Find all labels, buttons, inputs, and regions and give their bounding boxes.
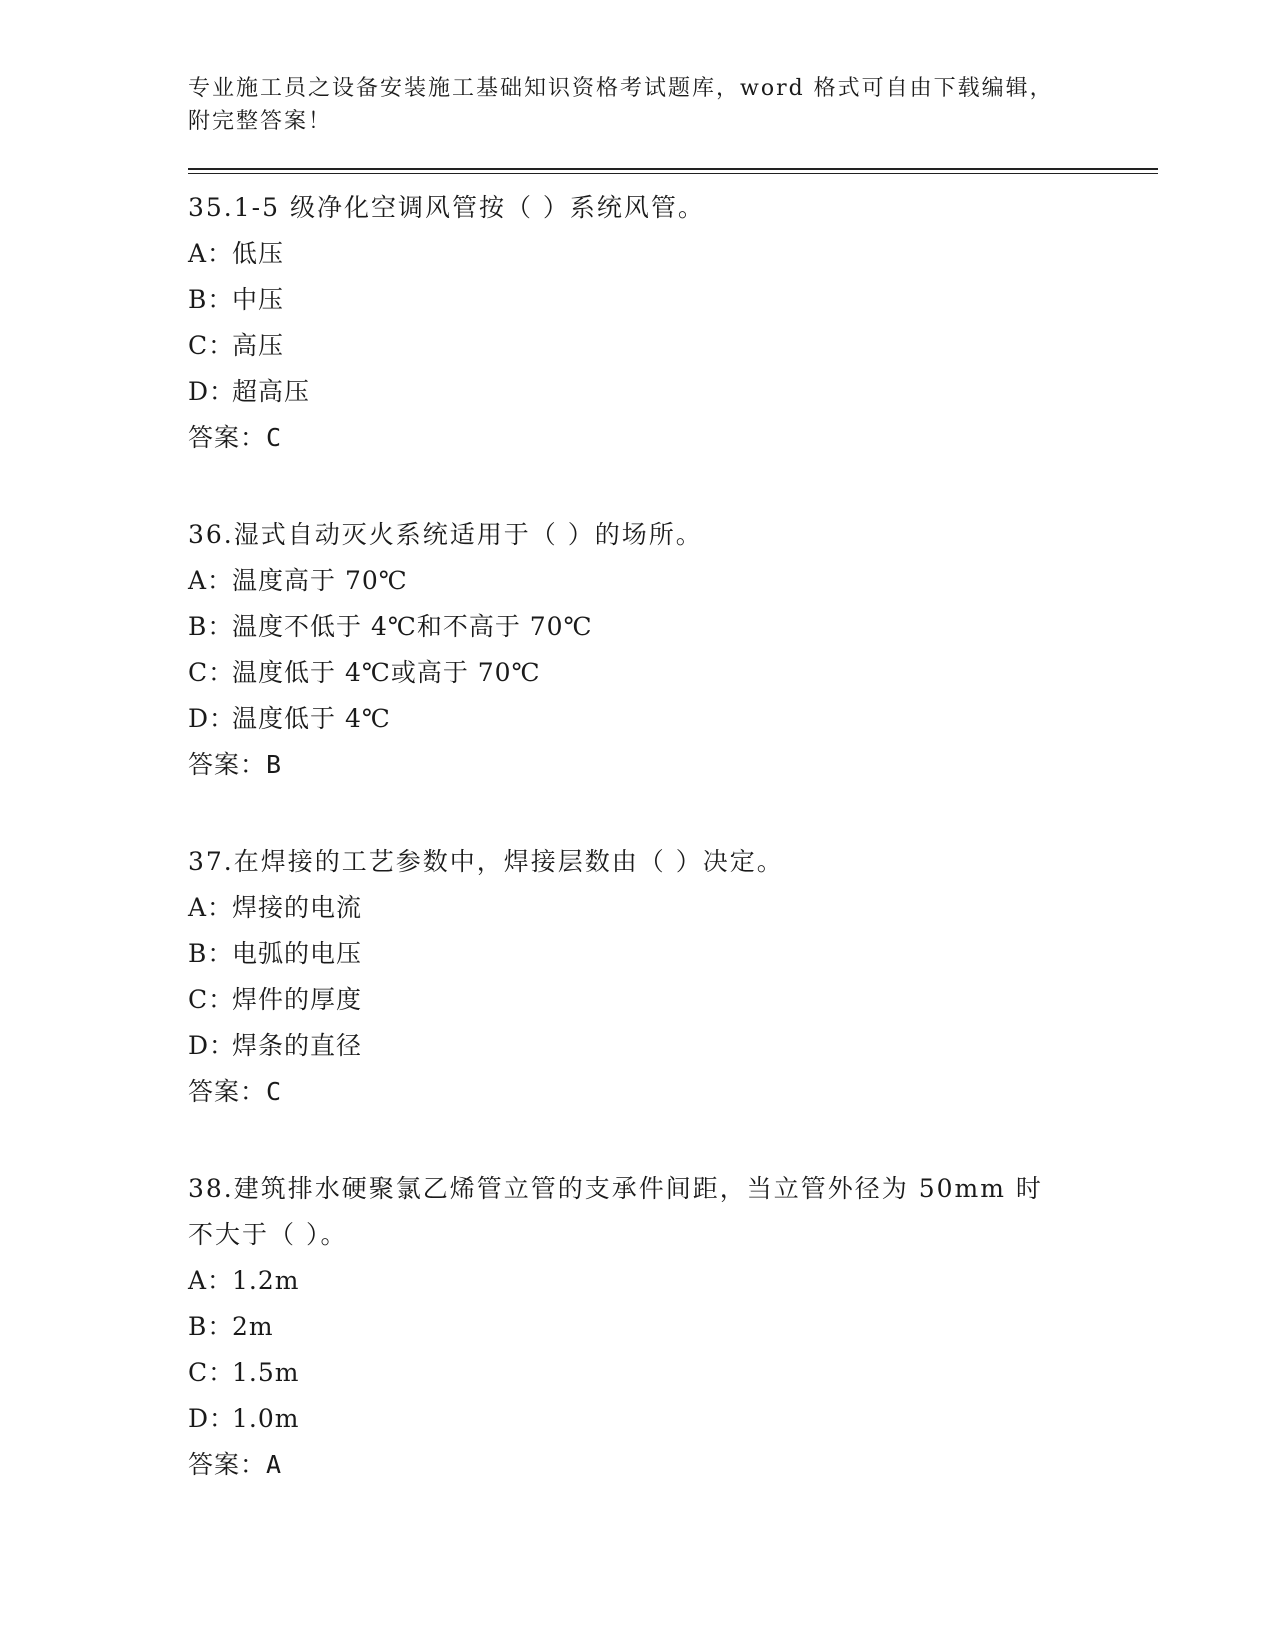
option-c — [188, 650, 1158, 696]
option-a — [188, 231, 1158, 277]
option-key: D： — [188, 1031, 236, 1060]
option-key: D： — [188, 377, 236, 406]
option-text: 超高压 — [232, 377, 311, 406]
answer-line — [188, 1069, 1158, 1115]
document-page — [188, 72, 1158, 1488]
option-text: 温度低于 4℃ — [232, 704, 391, 733]
answer-value: C — [266, 1077, 283, 1106]
option-key: A： — [188, 566, 234, 595]
answer-line — [188, 415, 1158, 461]
header-line-1: 专业施工员之设备安装施工基础知识资格考试题库，word 格式可自由下载编辑， — [188, 76, 1054, 101]
question-stem: 37.在焊接的工艺参数中，焊接层数由（ ）决定。 — [188, 847, 784, 876]
option-c — [188, 323, 1158, 369]
question-stem: 36.湿式自动灭火系统适用于（ ）的场所。 — [188, 520, 703, 549]
option-key: C： — [188, 331, 235, 360]
option-key: B： — [188, 1312, 234, 1341]
option-d — [188, 369, 1158, 415]
option-text: 1.5m — [232, 1358, 300, 1387]
answer-value: A — [266, 1450, 283, 1479]
header-divider — [188, 168, 1158, 174]
option-key: A： — [188, 1266, 234, 1295]
answer-value: B — [266, 750, 283, 779]
question-38 — [188, 1166, 1158, 1488]
option-text: 电弧的电压 — [232, 939, 363, 968]
option-key: B： — [188, 612, 234, 641]
option-d — [188, 1396, 1158, 1442]
answer-label: 答案： — [188, 423, 267, 452]
option-d — [188, 696, 1158, 742]
option-a — [188, 1258, 1158, 1304]
option-key: A： — [188, 239, 234, 268]
answer-line — [188, 742, 1158, 788]
option-b — [188, 277, 1158, 323]
option-text: 低压 — [232, 239, 285, 268]
question-37 — [188, 839, 1158, 1115]
option-text: 焊接的电流 — [232, 893, 363, 922]
option-key: A： — [188, 893, 234, 922]
answer-label: 答案： — [188, 1450, 267, 1479]
option-text: 焊条的直径 — [232, 1031, 363, 1060]
answer-line — [188, 1442, 1158, 1488]
answer-value: C — [266, 423, 283, 452]
option-key: B： — [188, 939, 234, 968]
option-b — [188, 604, 1158, 650]
document-header — [188, 72, 1158, 138]
question-stem: 38.建筑排水硬聚氯乙烯管立管的支承件间距，当立管外径为 50mm 时不大于（ ）。 — [188, 1174, 1043, 1249]
header-line-2: 附完整答案！ — [188, 109, 333, 134]
option-text: 焊件的厚度 — [232, 985, 363, 1014]
option-text: 温度不低于 4℃和不高于 70℃ — [232, 612, 593, 641]
option-c — [188, 977, 1158, 1023]
option-key: D： — [188, 704, 236, 733]
option-key: D： — [188, 1404, 236, 1433]
option-d — [188, 1023, 1158, 1069]
option-text: 1.0m — [232, 1404, 300, 1433]
option-text: 温度高于 70℃ — [232, 566, 408, 595]
question-35 — [188, 185, 1158, 461]
option-key: C： — [188, 1358, 235, 1387]
option-key: C： — [188, 658, 235, 687]
option-a — [188, 885, 1158, 931]
option-key: B： — [188, 285, 234, 314]
option-text: 2m — [232, 1312, 274, 1341]
option-key: C： — [188, 985, 235, 1014]
option-text: 中压 — [232, 285, 285, 314]
option-b — [188, 1304, 1158, 1350]
option-c — [188, 1350, 1158, 1396]
option-text: 1.2m — [232, 1266, 300, 1295]
question-stem: 35.1-5 级净化空调风管按（ ）系统风管。 — [188, 193, 705, 222]
option-a — [188, 558, 1158, 604]
option-b — [188, 931, 1158, 977]
answer-label: 答案： — [188, 750, 267, 779]
option-text: 温度低于 4℃或高于 70℃ — [232, 658, 541, 687]
question-36 — [188, 512, 1158, 788]
answer-label: 答案： — [188, 1077, 267, 1106]
option-text: 高压 — [232, 331, 285, 360]
